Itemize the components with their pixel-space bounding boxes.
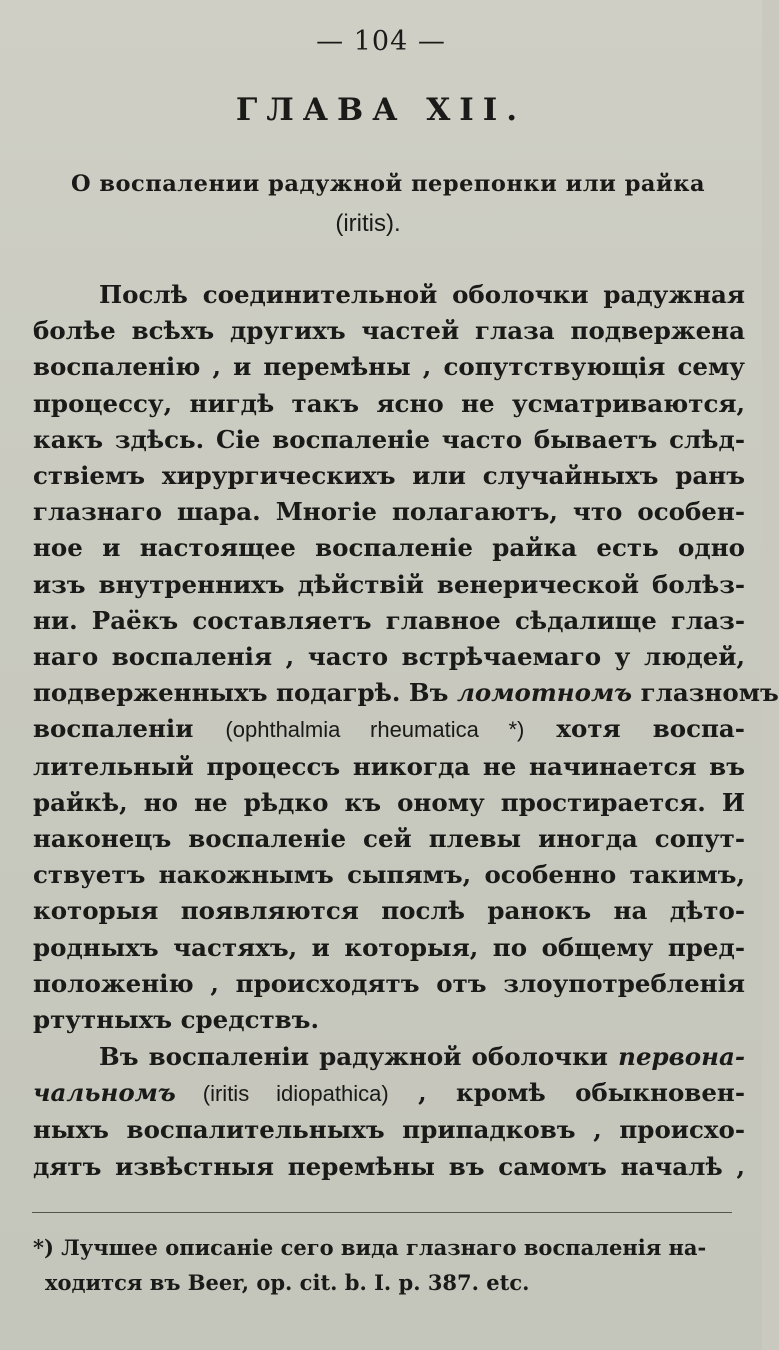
text-line: ныхъ воспалительныхъ припадковъ , происхо- bbox=[33, 1115, 745, 1145]
section-title-line-2: (iritis). bbox=[335, 210, 401, 237]
text-line: лительный процессъ никогда не начинается въ bbox=[33, 751, 745, 781]
text-line: ни. Раёкъ составляетъ главное сѣдалище глаз- bbox=[33, 605, 745, 635]
text-line: наконецъ воспаленіе сей плевы иногда сопут- bbox=[33, 824, 745, 854]
text-line: изъ внутреннихъ дѣйствій венерической болѣз- bbox=[33, 569, 745, 599]
paragraph-1 bbox=[33, 277, 779, 1038]
text-line: наго воспаленія , часто встрѣчаемаго у людей, bbox=[33, 642, 745, 672]
text-line: процессу, нигдѣ такъ ясно не усматриваются, bbox=[33, 388, 745, 418]
text-line: ртутныхъ средствъ. bbox=[33, 1005, 320, 1035]
text-line-mixed bbox=[33, 675, 779, 711]
footnote bbox=[33, 1230, 743, 1300]
text-line: ствуетъ накожнымъ сыпямъ, особенно такимъ, bbox=[33, 860, 745, 890]
text-line: родныхъ частяхъ, и которыя, по общему пред- bbox=[33, 932, 745, 962]
text-run: подверженныхъ подагрѣ. Въ bbox=[33, 678, 457, 708]
footnote-divider bbox=[32, 1212, 732, 1213]
italic-term: чальномъ bbox=[33, 1078, 176, 1108]
chapter-heading: ГЛАВА XII. bbox=[235, 92, 527, 128]
text-line: ное и настоящее воспаленіе райка есть одно bbox=[33, 533, 745, 563]
page-number: — 104 — bbox=[316, 26, 446, 57]
text-line-mixed bbox=[33, 1039, 745, 1075]
text-line: какъ здѣсь. Сіе воспаленіе часто бываетъ слѣд- bbox=[33, 424, 745, 454]
text-line-mixed bbox=[33, 711, 745, 748]
paragraph-2 bbox=[33, 1039, 745, 1185]
text-line: ствіемъ хирургическихъ или случайныхъ ранъ bbox=[33, 461, 745, 491]
text-line: дятъ извѣстныя перемѣны въ самомъ началѣ , bbox=[33, 1151, 745, 1181]
latin-term: (iritis idiopathica) bbox=[175, 1081, 389, 1107]
italic-term: первона- bbox=[618, 1042, 745, 1071]
text-run: хотя воспа- bbox=[524, 714, 745, 744]
text-line: болѣе всѣхъ другихъ частей глаза подвержена bbox=[33, 316, 745, 346]
section-title-line-1: О воспалении радужной перепонки или райка bbox=[70, 171, 706, 197]
text-line: положенію , происходятъ отъ злоупотребленія bbox=[33, 968, 745, 998]
text-line: воспаленію , и перемѣны , сопутствующія сему bbox=[33, 352, 745, 382]
section-title bbox=[32, 164, 744, 244]
text-run: Въ воспаленіи радужной оболочки bbox=[99, 1042, 619, 1071]
italic-term: ломотномъ bbox=[456, 678, 633, 708]
text-line: Послѣ соединительной оболочки радужная bbox=[99, 280, 745, 309]
text-run: , кромѣ обыкновен- bbox=[388, 1078, 746, 1108]
text-line: которыя появляются послѣ ранокъ на дѣто- bbox=[33, 896, 745, 926]
text-line-mixed bbox=[33, 1075, 745, 1112]
latin-term: (ophthalmia rheumatica *) bbox=[225, 717, 525, 743]
footnote-line-2: ходится въ Beer, op. cit. b. I. p. 387. etc. bbox=[45, 1270, 530, 1295]
text-line: глазнаго шара. Многіе полагаютъ, что особен- bbox=[33, 497, 745, 527]
text-run: воспаленіи bbox=[33, 714, 226, 744]
text-line: райкѣ, но не рѣдко къ оному простирается. И bbox=[33, 787, 745, 817]
text-run: глазномъ bbox=[632, 678, 779, 708]
footnote-line-1: *) Лучшее описаніе сего вида глазнаго воспаленія на- bbox=[33, 1235, 707, 1260]
